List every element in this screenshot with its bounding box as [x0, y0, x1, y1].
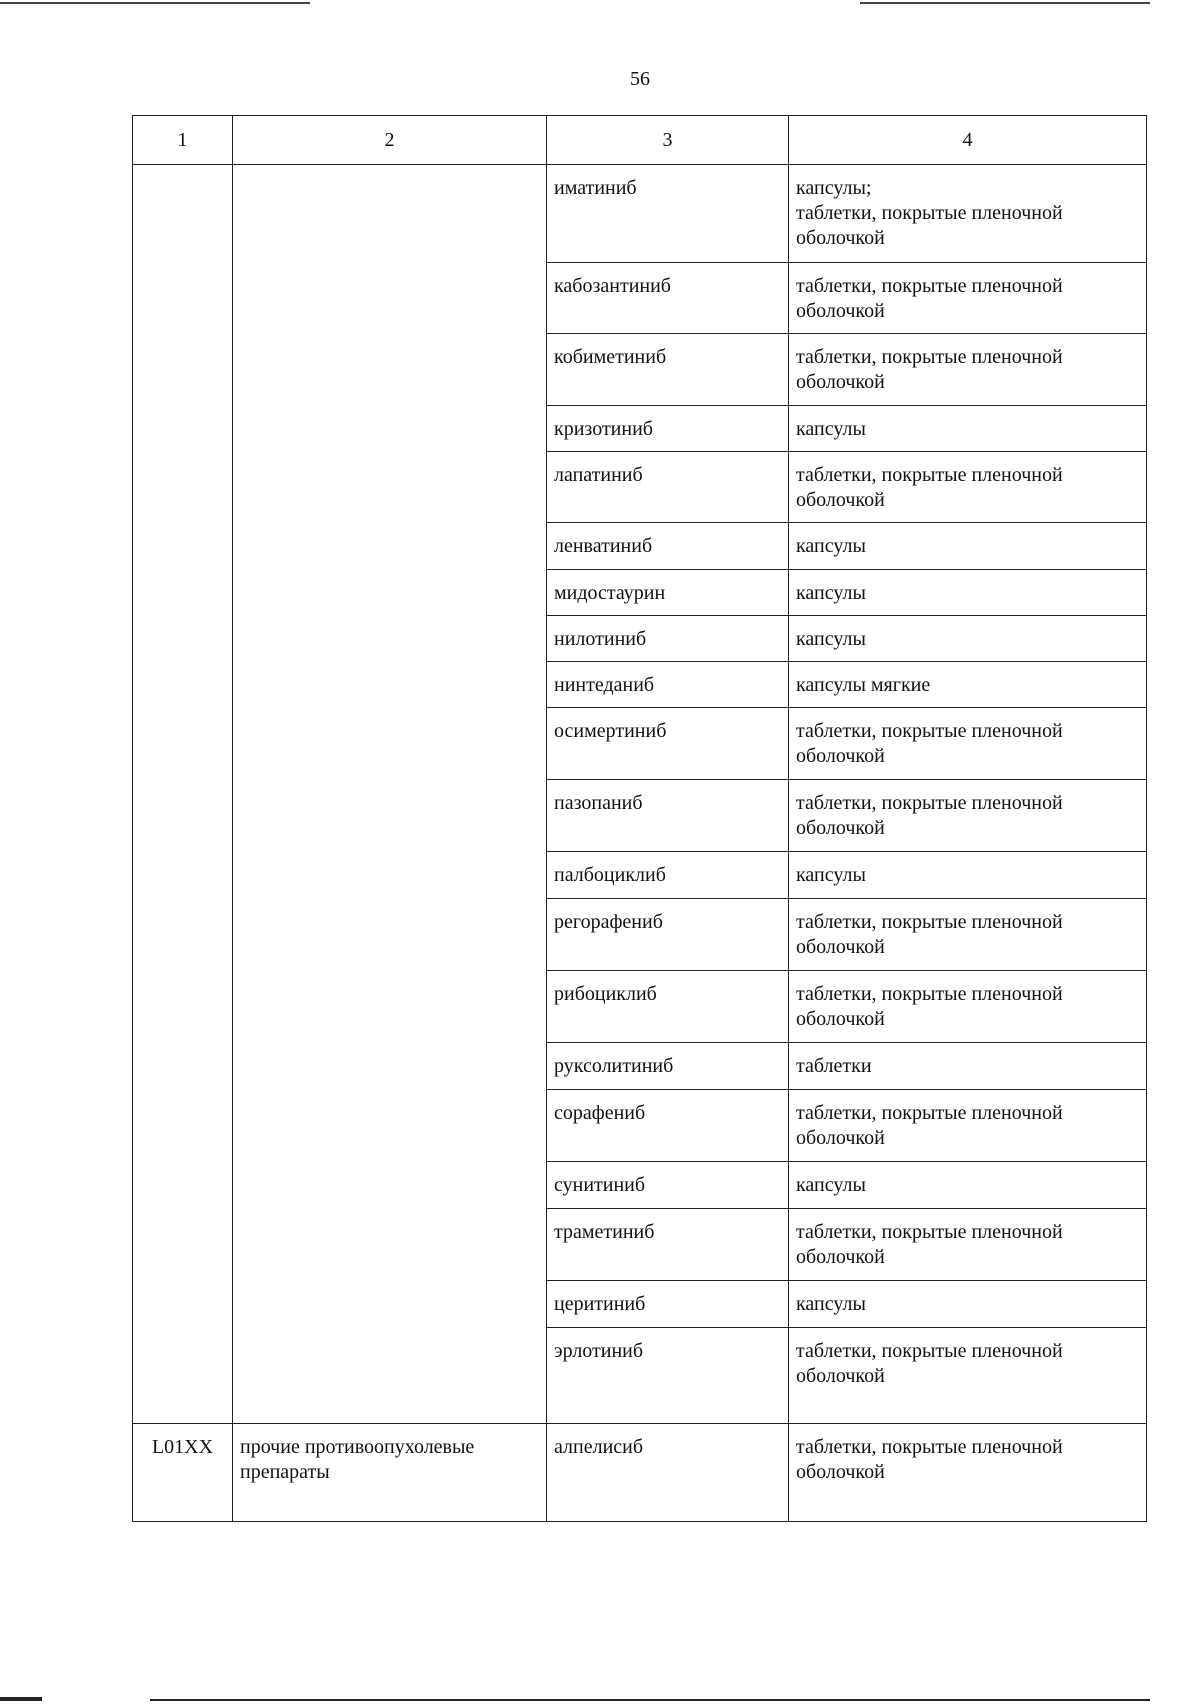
dosage-form-cell: [789, 452, 1147, 523]
column-header-4: 4: [789, 116, 1147, 165]
drug-name-cell-text: церитиниб: [554, 1293, 646, 1315]
column-header-3: 3: [547, 116, 789, 165]
dosage-form-cell: [789, 708, 1147, 780]
drug-name-cell: [547, 616, 789, 662]
drug-name-cell-text: лапатиниб: [554, 464, 643, 486]
dosage-form-cell: [789, 570, 1147, 616]
drug-name-cell-text: регорафениб: [554, 911, 663, 933]
drug-name-cell: [547, 780, 789, 852]
dosage-form-cell: [789, 899, 1147, 971]
dosage-form-cell: [789, 1090, 1147, 1162]
dosage-form-cell-text: таблетки: [796, 1055, 872, 1077]
dosage-form-cell: [789, 971, 1147, 1043]
atc-code-cell-text: L01XX: [151, 1436, 214, 1458]
dosage-form-cell-text: таблетки, покрытые пленочной оболочкой: [796, 275, 1063, 322]
column-header-1: 1: [133, 116, 233, 165]
drug-name-cell: [547, 263, 789, 334]
dosage-form-cell-text: таблетки, покрытые пленочной оболочкой: [796, 1221, 1063, 1268]
drug-name-cell-text: мидостаурин: [554, 582, 666, 604]
dosage-form-cell-text: таблетки, покрытые пленочной оболочкой: [796, 983, 1063, 1030]
drug-name-cell: [547, 334, 789, 406]
drug-name-cell: [547, 1328, 789, 1424]
dosage-form-cell-text: капсулы: [796, 1174, 866, 1196]
dosage-form-cell-text: капсулы: [796, 418, 866, 440]
group-name-cell: [233, 1424, 547, 1522]
drug-table: [132, 115, 1147, 1522]
drug-name-cell-text: кабозантиниб: [554, 275, 671, 297]
dosage-form-cell: [789, 662, 1147, 708]
drug-name-cell: [547, 899, 789, 971]
dosage-form-cell: [789, 852, 1147, 899]
drug-name-cell-text: сунитиниб: [554, 1174, 646, 1196]
drug-name-cell: [547, 1043, 789, 1090]
dosage-form-cell-text: таблетки, покрытые пленочной оболочкой: [796, 346, 1063, 393]
drug-name-cell-text: траметиниб: [554, 1221, 655, 1243]
drug-name-cell-text: ленватиниб: [554, 535, 653, 557]
dosage-form-cell: [789, 523, 1147, 570]
scan-artifact-top-left: [0, 2, 310, 4]
dosage-form-cell: [789, 1209, 1147, 1281]
drug-name-cell: [547, 1281, 789, 1328]
atc-code-cell: [133, 1424, 233, 1522]
scan-artifact-bottom-line: [150, 1699, 1150, 1701]
atc-code-cell: [133, 165, 233, 1424]
dosage-form-cell: [789, 616, 1147, 662]
drug-name-cell: [547, 523, 789, 570]
table-row: [133, 1424, 1147, 1522]
dosage-form-cell: [789, 780, 1147, 852]
page-number: 56: [630, 68, 650, 90]
dosage-form-cell: [789, 1424, 1147, 1522]
drug-name-cell: [547, 1209, 789, 1281]
dosage-form-cell: [789, 1043, 1147, 1090]
dosage-form-cell-text: таблетки, покрытые пленочной оболочкой: [796, 464, 1063, 511]
dosage-form-cell-text: капсулы: [796, 628, 866, 650]
dosage-form-cell: [789, 1162, 1147, 1209]
drug-name-cell: [547, 1162, 789, 1209]
drug-name-cell-text: пазопаниб: [554, 792, 643, 814]
drug-name-cell-text: нилотиниб: [554, 628, 647, 650]
dosage-form-cell-text: таблетки, покрытые пленочной оболочкой: [796, 911, 1063, 958]
dosage-form-cell-text: капсулы; таблетки, покрытые пленочной оболочкой: [796, 177, 1063, 249]
table-row: [133, 165, 1147, 263]
dosage-form-cell-text: таблетки, покрытые пленочной оболочкой: [796, 792, 1063, 839]
drug-name-cell-text: сорафениб: [554, 1102, 646, 1124]
group-name-cell-text: прочие противоопухолевые препараты: [240, 1436, 475, 1483]
drug-name-cell: [547, 971, 789, 1043]
drug-name-cell-text: кобиметиниб: [554, 346, 667, 368]
dosage-form-cell-text: таблетки, покрытые пленочной оболочкой: [796, 1436, 1063, 1483]
scan-artifact-bottom-left: [0, 1697, 42, 1701]
scan-artifact-top-right: [860, 2, 1150, 4]
table-body: [133, 165, 1147, 1522]
drug-name-cell: [547, 452, 789, 523]
drug-name-cell-text: эрлотиниб: [554, 1340, 644, 1362]
dosage-form-cell: [789, 334, 1147, 406]
drug-name-cell-text: палбоциклиб: [554, 864, 666, 886]
dosage-form-cell-text: таблетки, покрытые пленочной оболочкой: [796, 1102, 1063, 1149]
dosage-form-cell: [789, 165, 1147, 263]
dosage-form-cell: [789, 1328, 1147, 1424]
drug-name-cell-text: иматиниб: [554, 177, 637, 199]
dosage-form-cell: [789, 406, 1147, 452]
dosage-form-cell-text: капсулы мягкие: [796, 674, 931, 696]
drug-name-cell: [547, 165, 789, 263]
group-name-cell: [233, 165, 547, 1424]
dosage-form-cell: [789, 1281, 1147, 1328]
column-header-2: 2: [233, 116, 547, 165]
drug-name-cell: [547, 1090, 789, 1162]
dosage-form-cell-text: капсулы: [796, 582, 866, 604]
drug-name-cell: [547, 570, 789, 616]
dosage-form-cell-text: капсулы: [796, 535, 866, 557]
dosage-form-cell-text: таблетки, покрытые пленочной оболочкой: [796, 720, 1063, 767]
drug-name-cell-text: рибоциклиб: [554, 983, 657, 1005]
drug-name-cell: [547, 406, 789, 452]
dosage-form-cell-text: капсулы: [796, 864, 866, 886]
drug-name-cell-text: алпелисиб: [554, 1436, 644, 1458]
dosage-form-cell: [789, 263, 1147, 334]
dosage-form-cell-text: таблетки, покрытые пленочной оболочкой: [796, 1340, 1063, 1387]
table-header-row: [133, 116, 1147, 165]
drug-name-cell-text: нинтеданиб: [554, 674, 655, 696]
drug-name-cell: [547, 852, 789, 899]
drug-name-cell: [547, 1424, 789, 1522]
dosage-form-cell-text: капсулы: [796, 1293, 866, 1315]
drug-name-cell-text: кризотиниб: [554, 418, 653, 440]
drug-name-cell: [547, 708, 789, 780]
drug-name-cell-text: руксолитиниб: [554, 1055, 674, 1077]
drug-name-cell-text: осимертиниб: [554, 720, 667, 742]
drug-name-cell: [547, 662, 789, 708]
